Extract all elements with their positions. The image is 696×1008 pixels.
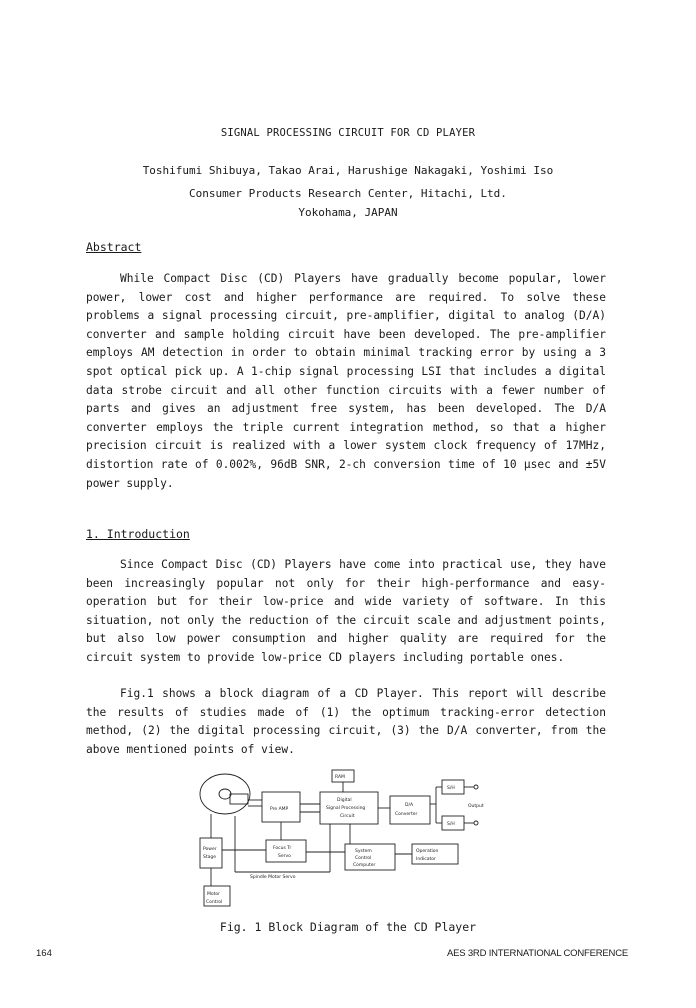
power-label-2: Stage	[203, 855, 217, 860]
motor-label-1: Motor	[207, 892, 221, 897]
power-stage-block	[200, 838, 222, 868]
dsp-label-3: Circuit	[340, 814, 355, 819]
power-label-1: Power	[203, 847, 217, 852]
operation-label-2: Indicator	[416, 857, 436, 862]
abstract-heading: Abstract	[86, 240, 142, 254]
disc-hub-shape	[219, 789, 231, 799]
pickup-shape	[230, 794, 248, 804]
system-label-1: System	[355, 849, 372, 854]
ram-label: RAM	[335, 775, 345, 780]
authors: Toshifumi Shibuya, Takao Arai, Harushige Nakagaki, Yoshimi Iso	[142, 164, 554, 177]
operation-label-1: Operation	[416, 849, 439, 854]
da-label-2: Converter	[395, 812, 418, 817]
introduction-paragraph-2: Fig.1 shows a block diagram of a CD Player. This report will describe the results of studies made of (1) the optimum tracking-error detection method, (2) the digital processing circuit, (3) the D/A converter, from the above mentioned points of view.	[86, 687, 606, 756]
block-diagram	[190, 764, 500, 914]
output-label: Output	[468, 804, 484, 809]
page-number: 164	[36, 948, 52, 959]
figure-caption: Fig. 1 Block Diagram of the CD Player	[219, 920, 477, 934]
focus-label-2: Servo	[278, 854, 291, 859]
sh-bottom-label: S/H	[447, 822, 455, 827]
motor-label-2: Control	[206, 900, 223, 905]
preamp-label: Pre AMP	[270, 807, 289, 812]
location: Yokohama, JAPAN	[298, 206, 398, 219]
da-label-1: D/A	[405, 803, 414, 808]
dsp-label-2: Signal Processing	[326, 806, 366, 811]
conference-name: AES 3RD INTERNATIONAL CONFERENCE	[447, 948, 628, 959]
da-block	[390, 796, 430, 824]
paper-title: SIGNAL PROCESSING CIRCUIT FOR CD PLAYER	[220, 127, 476, 139]
abstract-text: While Compact Disc (CD) Players have gradually become popular, lower power, lower cost and higher performance are required. To solve these problems a signal processing circuit, pre-amplifier, digital to analog (D/A) converter and sample holding circuit have been developed. The pre-amplifier employs AM detection in order to obtain minimal tracking error by using a 3 spot optical pick up. A 1-chip signal processing LSI that includes a digital data strobe circuit and all other function circuits with a fewer number of parts and gives an adjustment free system, has been developed. The D/A converter employs the triple current integration method, so that a higher precision circuit is realized with a lower system clock frequency of 17MHz, distortion rate of 0.002%, 96dB SNR, 2-ch conversion time of 10 μsec and ±5V power supply.	[86, 272, 606, 490]
system-label-2: Control	[355, 856, 372, 861]
affiliation: Consumer Products Research Center, Hitachi, Ltd.	[189, 187, 507, 200]
dsp-label-1: Digital	[337, 798, 352, 803]
system-label-3: Computer	[353, 863, 376, 868]
diagram-shapes	[200, 770, 478, 906]
spindle-label: Spindle Motor Servo	[250, 875, 296, 880]
introduction-heading: 1. Introduction	[86, 527, 190, 541]
focus-label-1: Focus Tr	[273, 846, 292, 851]
introduction-paragraph-1: Since Compact Disc (CD) Players have come into practical use, they have been increasingly popular not only for their high-performance and easy-operation but for their low-price and wide variety of software. In this situation, not only the reduction of the circuit scale and adjustment points, but also low power consumption and higher quality are required for the circuit system to provide low-price CD players including portable ones.	[86, 558, 606, 664]
sh-top-label: S/H	[447, 786, 455, 791]
